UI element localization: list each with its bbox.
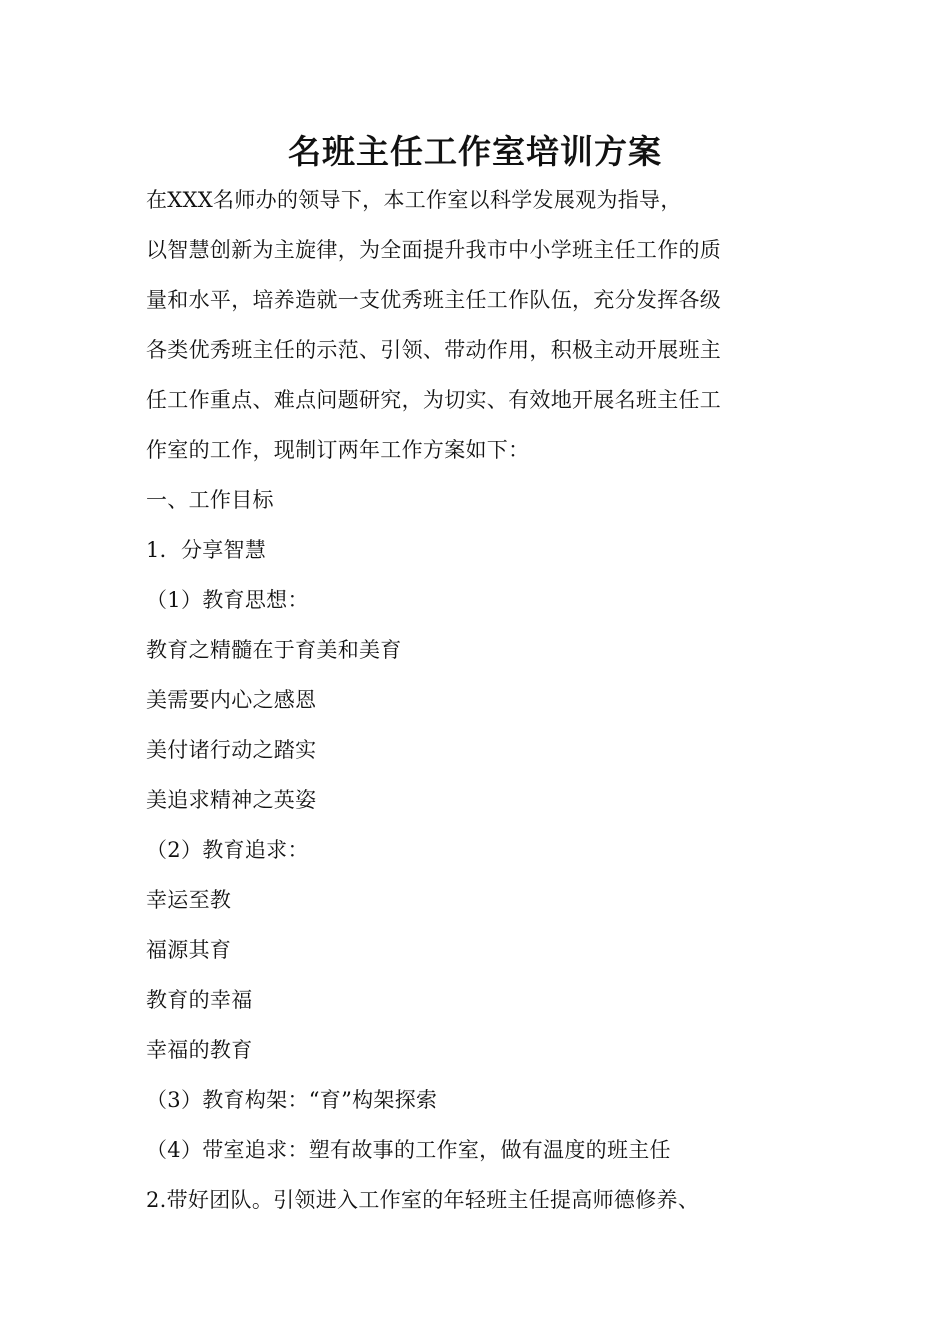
thought-line-4: 美追求精神之英姿 [146, 788, 317, 812]
section-heading-goals: 一、工作目标 [146, 488, 274, 512]
pursuit-line-1: 幸运至教 [146, 888, 232, 912]
intro-line-6: 作室的工作，现制订两年工作方案如下： [146, 438, 530, 462]
thought-line-3: 美付诸行动之踏实 [146, 738, 317, 762]
subheading-share-wisdom: 1．分享智慧 [146, 538, 267, 562]
thought-line-1: 教育之精髓在于育美和美育 [146, 638, 402, 662]
intro-line-4: 各类优秀班主任的示范、引领、带动作用，积极主动开展班主 [146, 338, 722, 362]
intro-line-1: 在XXX名师办的领导下，本工作室以科学发展观为指导， [146, 188, 682, 212]
item-education-thought: （1）教育思想： [146, 588, 309, 612]
item-education-framework: （3）教育构架：“育”构架探索 [146, 1088, 438, 1112]
pursuit-line-2: 福源其育 [146, 938, 232, 962]
document-body [146, 178, 766, 1228]
pursuit-line-3: 教育的幸福 [146, 988, 253, 1012]
intro-line-3: 量和水平，培养造就一支优秀班主任工作队伍，充分发挥各级 [146, 288, 722, 312]
pursuit-line-4: 幸福的教育 [146, 1038, 253, 1062]
document-title: 名班主任工作室培训方案 [288, 132, 662, 171]
thought-line-2: 美需要内心之感恩 [146, 688, 317, 712]
subheading-lead-team: 2.带好团队。引领进入工作室的年轻班主任提高师德修养、 [146, 1188, 700, 1212]
item-studio-pursuit: （4）带室追求：塑有故事的工作室，做有温度的班主任 [146, 1138, 671, 1162]
item-education-pursuit: （2）教育追求： [146, 838, 309, 862]
intro-line-2: 以智慧创新为主旋律，为全面提升我市中小学班主任工作的质 [146, 238, 722, 262]
intro-line-5: 任工作重点、难点问题研究，为切实、有效地开展名班主任工 [146, 388, 722, 412]
